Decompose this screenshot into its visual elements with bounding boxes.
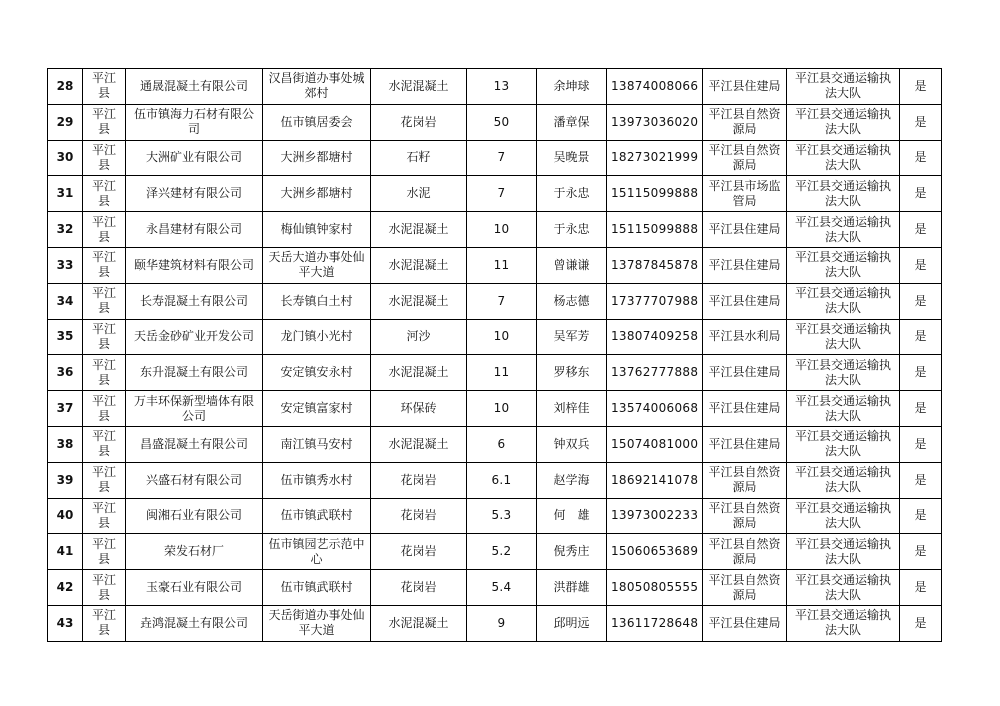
regulator-cell: 平江县自然资源局 xyxy=(703,498,787,534)
row-number: 35 xyxy=(48,319,83,355)
location-cell: 伍市镇武联村 xyxy=(263,498,371,534)
table-row xyxy=(48,391,942,427)
phone-cell: 15074081000 xyxy=(607,426,703,462)
scale-cell: 9 xyxy=(467,605,537,641)
regulator-cell: 平江县自然资源局 xyxy=(703,534,787,570)
location-cell: 天岳大道办事处仙平大道 xyxy=(263,247,371,283)
product-cell: 水泥混凝土 xyxy=(371,247,467,283)
regulator-cell: 平江县自然资源局 xyxy=(703,570,787,606)
scale-cell: 5.4 xyxy=(467,570,537,606)
row-number: 36 xyxy=(48,355,83,391)
scale-cell: 13 xyxy=(467,69,537,105)
county-cell: 平江县 xyxy=(83,462,126,498)
scale-cell: 6.1 xyxy=(467,462,537,498)
location-cell: 汉昌街道办事处城郊村 xyxy=(263,69,371,105)
phone-cell: 13874008066 xyxy=(607,69,703,105)
location-cell: 梅仙镇钟家村 xyxy=(263,212,371,248)
county-cell: 平江县 xyxy=(83,69,126,105)
row-number: 42 xyxy=(48,570,83,606)
flag-cell: 是 xyxy=(900,570,942,606)
location-cell: 伍市镇居委会 xyxy=(263,104,371,140)
phone-cell: 13787845878 xyxy=(607,247,703,283)
company-cell: 泽兴建材有限公司 xyxy=(126,176,263,212)
contact-cell: 刘梓佳 xyxy=(537,391,607,427)
scale-cell: 7 xyxy=(467,140,537,176)
county-cell: 平江县 xyxy=(83,534,126,570)
phone-cell: 15115099888 xyxy=(607,212,703,248)
county-cell: 平江县 xyxy=(83,570,126,606)
company-cell: 大洲矿业有限公司 xyxy=(126,140,263,176)
enforcer-cell: 平江县交通运输执法大队 xyxy=(787,69,900,105)
contact-cell: 杨志德 xyxy=(537,283,607,319)
regulator-cell: 平江县住建局 xyxy=(703,605,787,641)
phone-cell: 13762777888 xyxy=(607,355,703,391)
enforcer-cell: 平江县交通运输执法大队 xyxy=(787,462,900,498)
contact-cell: 洪群雄 xyxy=(537,570,607,606)
product-cell: 水泥 xyxy=(371,176,467,212)
flag-cell: 是 xyxy=(900,426,942,462)
flag-cell: 是 xyxy=(900,534,942,570)
flag-cell: 是 xyxy=(900,462,942,498)
county-cell: 平江县 xyxy=(83,104,126,140)
contact-cell: 于永忠 xyxy=(537,176,607,212)
table-row xyxy=(48,140,942,176)
regulator-cell: 平江县自然资源局 xyxy=(703,462,787,498)
county-cell: 平江县 xyxy=(83,247,126,283)
county-cell: 平江县 xyxy=(83,391,126,427)
phone-cell: 18692141078 xyxy=(607,462,703,498)
enforcer-cell: 平江县交通运输执法大队 xyxy=(787,104,900,140)
enforcer-cell: 平江县交通运输执法大队 xyxy=(787,605,900,641)
phone-cell: 15060653689 xyxy=(607,534,703,570)
scale-cell: 11 xyxy=(467,247,537,283)
regulator-cell: 平江县水利局 xyxy=(703,319,787,355)
regulator-cell: 平江县自然资源局 xyxy=(703,140,787,176)
county-cell: 平江县 xyxy=(83,498,126,534)
product-cell: 河沙 xyxy=(371,319,467,355)
company-cell: 垚鸿混凝土有限公司 xyxy=(126,605,263,641)
scale-cell: 7 xyxy=(467,283,537,319)
flag-cell: 是 xyxy=(900,355,942,391)
location-cell: 安定镇安永村 xyxy=(263,355,371,391)
row-number: 38 xyxy=(48,426,83,462)
regulator-cell: 平江县自然资源局 xyxy=(703,104,787,140)
table-row xyxy=(48,462,942,498)
company-cell: 玉豪石业有限公司 xyxy=(126,570,263,606)
product-cell: 水泥混凝土 xyxy=(371,212,467,248)
enforcer-cell: 平江县交通运输执法大队 xyxy=(787,140,900,176)
enforcer-cell: 平江县交通运输执法大队 xyxy=(787,212,900,248)
regulator-cell: 平江县住建局 xyxy=(703,283,787,319)
flag-cell: 是 xyxy=(900,391,942,427)
flag-cell: 是 xyxy=(900,283,942,319)
enforcer-cell: 平江县交通运输执法大队 xyxy=(787,426,900,462)
enforcer-cell: 平江县交通运输执法大队 xyxy=(787,498,900,534)
company-cell: 通晟混凝土有限公司 xyxy=(126,69,263,105)
row-number: 29 xyxy=(48,104,83,140)
location-cell: 安定镇富家村 xyxy=(263,391,371,427)
county-cell: 平江县 xyxy=(83,283,126,319)
product-cell: 水泥混凝土 xyxy=(371,355,467,391)
product-cell: 石籽 xyxy=(371,140,467,176)
flag-cell: 是 xyxy=(900,140,942,176)
table-row xyxy=(48,212,942,248)
county-cell: 平江县 xyxy=(83,176,126,212)
location-cell: 伍市镇秀水村 xyxy=(263,462,371,498)
company-cell: 颐华建筑材料有限公司 xyxy=(126,247,263,283)
contact-cell: 余坤球 xyxy=(537,69,607,105)
regulator-cell: 平江县住建局 xyxy=(703,212,787,248)
flag-cell: 是 xyxy=(900,605,942,641)
table-row xyxy=(48,355,942,391)
phone-cell: 13807409258 xyxy=(607,319,703,355)
flag-cell: 是 xyxy=(900,212,942,248)
county-cell: 平江县 xyxy=(83,140,126,176)
flag-cell: 是 xyxy=(900,69,942,105)
contact-cell: 倪秀庄 xyxy=(537,534,607,570)
phone-cell: 13574006068 xyxy=(607,391,703,427)
phone-cell: 15115099888 xyxy=(607,176,703,212)
company-cell: 天岳金砂矿业开发公司 xyxy=(126,319,263,355)
county-cell: 平江县 xyxy=(83,319,126,355)
table-row xyxy=(48,176,942,212)
table-row xyxy=(48,104,942,140)
company-cell: 万丰环保新型墙体有限公司 xyxy=(126,391,263,427)
product-cell: 花岗岩 xyxy=(371,104,467,140)
product-cell: 花岗岩 xyxy=(371,462,467,498)
row-number: 31 xyxy=(48,176,83,212)
flag-cell: 是 xyxy=(900,176,942,212)
contact-cell: 罗移东 xyxy=(537,355,607,391)
contact-cell: 赵学海 xyxy=(537,462,607,498)
enterprise-table xyxy=(47,68,942,642)
contact-cell: 曾谦谦 xyxy=(537,247,607,283)
enforcer-cell: 平江县交通运输执法大队 xyxy=(787,355,900,391)
row-number: 28 xyxy=(48,69,83,105)
enforcer-cell: 平江县交通运输执法大队 xyxy=(787,176,900,212)
contact-cell: 何 雄 xyxy=(537,498,607,534)
row-number: 43 xyxy=(48,605,83,641)
row-number: 32 xyxy=(48,212,83,248)
flag-cell: 是 xyxy=(900,498,942,534)
county-cell: 平江县 xyxy=(83,355,126,391)
product-cell: 水泥混凝土 xyxy=(371,283,467,319)
scale-cell: 11 xyxy=(467,355,537,391)
scale-cell: 5.3 xyxy=(467,498,537,534)
scale-cell: 5.2 xyxy=(467,534,537,570)
product-cell: 环保砖 xyxy=(371,391,467,427)
row-number: 40 xyxy=(48,498,83,534)
phone-cell: 17377707988 xyxy=(607,283,703,319)
table-row xyxy=(48,534,942,570)
company-cell: 荣发石材厂 xyxy=(126,534,263,570)
row-number: 41 xyxy=(48,534,83,570)
row-number: 33 xyxy=(48,247,83,283)
company-cell: 长寿混凝土有限公司 xyxy=(126,283,263,319)
table-row xyxy=(48,605,942,641)
product-cell: 水泥混凝土 xyxy=(371,69,467,105)
regulator-cell: 平江县住建局 xyxy=(703,391,787,427)
table-row xyxy=(48,247,942,283)
row-number: 39 xyxy=(48,462,83,498)
product-cell: 水泥混凝土 xyxy=(371,605,467,641)
table-row xyxy=(48,426,942,462)
contact-cell: 钟双兵 xyxy=(537,426,607,462)
row-number: 37 xyxy=(48,391,83,427)
phone-cell: 13973002233 xyxy=(607,498,703,534)
contact-cell: 吴军芳 xyxy=(537,319,607,355)
company-cell: 昌盛混凝土有限公司 xyxy=(126,426,263,462)
flag-cell: 是 xyxy=(900,247,942,283)
location-cell: 南江镇马安村 xyxy=(263,426,371,462)
regulator-cell: 平江县住建局 xyxy=(703,247,787,283)
enforcer-cell: 平江县交通运输执法大队 xyxy=(787,247,900,283)
location-cell: 天岳街道办事处仙平大道 xyxy=(263,605,371,641)
scale-cell: 10 xyxy=(467,319,537,355)
enforcer-cell: 平江县交通运输执法大队 xyxy=(787,283,900,319)
contact-cell: 邱明远 xyxy=(537,605,607,641)
company-cell: 伍市镇海力石材有限公司 xyxy=(126,104,263,140)
location-cell: 大洲乡都塘村 xyxy=(263,140,371,176)
enforcer-cell: 平江县交通运输执法大队 xyxy=(787,570,900,606)
county-cell: 平江县 xyxy=(83,212,126,248)
contact-cell: 潘章保 xyxy=(537,104,607,140)
county-cell: 平江县 xyxy=(83,605,126,641)
table-row xyxy=(48,498,942,534)
table-row xyxy=(48,69,942,105)
enforcer-cell: 平江县交通运输执法大队 xyxy=(787,534,900,570)
regulator-cell: 平江县市场监管局 xyxy=(703,176,787,212)
scale-cell: 7 xyxy=(467,176,537,212)
location-cell: 大洲乡都塘村 xyxy=(263,176,371,212)
company-cell: 兴盛石材有限公司 xyxy=(126,462,263,498)
company-cell: 永昌建材有限公司 xyxy=(126,212,263,248)
product-cell: 花岗岩 xyxy=(371,498,467,534)
scale-cell: 6 xyxy=(467,426,537,462)
product-cell: 水泥混凝土 xyxy=(371,426,467,462)
phone-cell: 13973036020 xyxy=(607,104,703,140)
flag-cell: 是 xyxy=(900,319,942,355)
product-cell: 花岗岩 xyxy=(371,570,467,606)
location-cell: 龙门镇小光村 xyxy=(263,319,371,355)
flag-cell: 是 xyxy=(900,104,942,140)
location-cell: 伍市镇武联村 xyxy=(263,570,371,606)
regulator-cell: 平江县住建局 xyxy=(703,426,787,462)
enforcer-cell: 平江县交通运输执法大队 xyxy=(787,319,900,355)
county-cell: 平江县 xyxy=(83,426,126,462)
enforcer-cell: 平江县交通运输执法大队 xyxy=(787,391,900,427)
scale-cell: 10 xyxy=(467,391,537,427)
location-cell: 伍市镇园艺示范中心 xyxy=(263,534,371,570)
table-row xyxy=(48,283,942,319)
contact-cell: 于永忠 xyxy=(537,212,607,248)
row-number: 34 xyxy=(48,283,83,319)
product-cell: 花岗岩 xyxy=(371,534,467,570)
company-cell: 闽湘石业有限公司 xyxy=(126,498,263,534)
regulator-cell: 平江县住建局 xyxy=(703,69,787,105)
regulator-cell: 平江县住建局 xyxy=(703,355,787,391)
phone-cell: 18273021999 xyxy=(607,140,703,176)
company-cell: 东升混凝土有限公司 xyxy=(126,355,263,391)
table-body xyxy=(48,69,942,642)
scale-cell: 10 xyxy=(467,212,537,248)
table-row xyxy=(48,319,942,355)
table-row xyxy=(48,570,942,606)
contact-cell: 吴晚景 xyxy=(537,140,607,176)
phone-cell: 18050805555 xyxy=(607,570,703,606)
phone-cell: 13611728648 xyxy=(607,605,703,641)
location-cell: 长寿镇白土村 xyxy=(263,283,371,319)
row-number: 30 xyxy=(48,140,83,176)
scale-cell: 50 xyxy=(467,104,537,140)
